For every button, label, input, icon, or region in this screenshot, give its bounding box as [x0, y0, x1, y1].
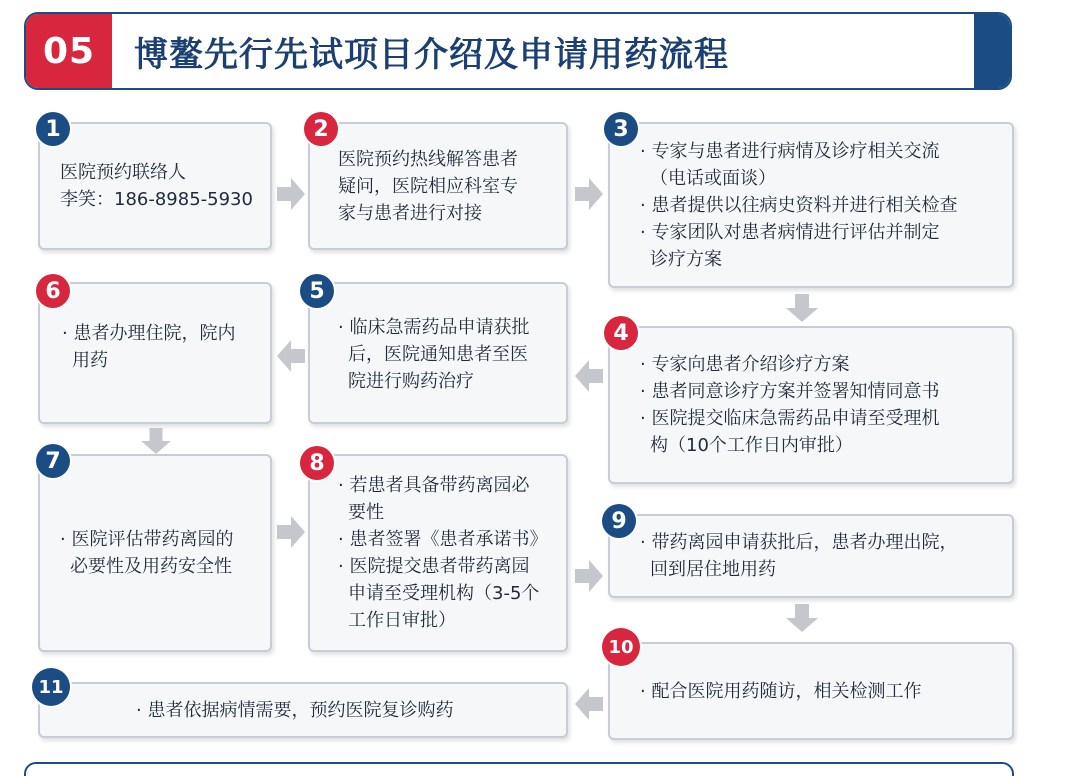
step-11-box [38, 682, 568, 738]
step-4-line: · 医院提交临床急需药品申请至受理机 [640, 408, 940, 429]
arrow-right-icon [277, 178, 305, 210]
step-8-line: 要性 [348, 502, 384, 523]
step-7-line: · 医院评估带药离园的 [60, 529, 234, 550]
step-2-line: 家与患者进行对接 [338, 202, 482, 224]
arrow-right-icon [575, 178, 603, 210]
arrow-left-icon [277, 340, 305, 372]
step-6-line: · 患者办理住院，院内 [62, 323, 236, 344]
step-3-line: · 专家与患者进行病情及诊疗相关交流 [640, 140, 940, 162]
step-1-line: 李笑：186-8985-5930 [60, 189, 253, 210]
step-8-line: 申请至受理机构（3-5个 [348, 583, 540, 604]
step-3-box [608, 122, 1014, 288]
arrow-right-icon [575, 560, 603, 592]
step-5-line: 后，医院通知患者至医 [348, 344, 528, 365]
step-7-line: 必要性及用药安全性 [70, 556, 232, 577]
step-10-badge: 10 [602, 628, 640, 666]
step-5-line: · 临床急需药品申请获批 [338, 317, 530, 338]
step-1-box [38, 122, 272, 250]
step-8-line: · 若患者具备带药离园必 [338, 475, 530, 496]
step-9-line: · 带药离园申请获批后，患者办理出院， [640, 532, 958, 553]
arrow-left-icon [575, 688, 603, 720]
step-5-box [308, 282, 568, 424]
step-7-box [38, 454, 272, 652]
step-4-line: · 专家向患者介绍诊疗方案 [640, 354, 850, 375]
arrow-down-icon [786, 294, 818, 322]
step-2-badge: 2 [304, 112, 338, 146]
section-number: 05 [26, 14, 112, 88]
step-3-line: （电话或面谈） [650, 167, 776, 189]
arrow-right-icon [277, 516, 305, 548]
step-2-line: 医院预约热线解答患者 [338, 148, 518, 170]
step-8-line: · 医院提交患者带药离园 [338, 556, 530, 577]
arrow-down-icon [786, 604, 818, 632]
header-accent-stripe [974, 14, 1010, 88]
bottom-frame [24, 762, 1014, 776]
step-4-box [608, 326, 1014, 484]
step-8-box [308, 454, 568, 652]
step-8-line: 工作日审批） [348, 610, 456, 631]
step-8-badge: 8 [300, 446, 334, 480]
step-4-line: 构（10个工作日内审批） [650, 435, 853, 456]
step-9-badge: 9 [602, 504, 636, 538]
step-4-line: · 患者同意诊疗方案并签署知情同意书 [640, 381, 940, 402]
step-1-badge: 1 [36, 112, 70, 146]
arrow-down-icon [140, 428, 172, 454]
step-3-line: 诊疗方案 [650, 248, 722, 270]
step-8-line: · 患者签署《患者承诺书》 [338, 529, 548, 550]
step-6-line: 用药 [72, 350, 108, 371]
step-6-badge: 6 [36, 274, 70, 308]
step-5-badge: 5 [300, 274, 334, 308]
step-10-line: · 配合医院用药随访，相关检测工作 [640, 680, 922, 702]
step-3-line: · 专家团队对患者病情进行评估并制定 [640, 221, 940, 243]
step-10-box [608, 642, 1014, 740]
step-7-badge: 7 [36, 444, 70, 478]
section-title: 博鳌先行先试项目介绍及申请用药流程 [134, 34, 729, 75]
step-11-line: · 患者依据病情需要，预约医院复诊购药 [136, 699, 454, 721]
step-4-badge: 4 [604, 316, 638, 350]
step-3-badge: 3 [604, 112, 638, 146]
step-11-badge: 11 [32, 668, 70, 706]
section-header [24, 12, 1012, 90]
arrow-left-icon [575, 360, 603, 392]
step-2-box [308, 122, 568, 250]
step-6-box [38, 282, 272, 424]
step-9-line: 回到居住地用药 [650, 559, 776, 580]
step-1-line: 医院预约联络人 [60, 162, 186, 183]
step-5-line: 院进行购药治疗 [348, 371, 474, 392]
step-3-line: · 患者提供以往病史资料并进行相关检查 [640, 194, 958, 216]
step-9-box [608, 514, 1014, 598]
step-2-line: 疑问，医院相应科室专 [338, 175, 518, 197]
